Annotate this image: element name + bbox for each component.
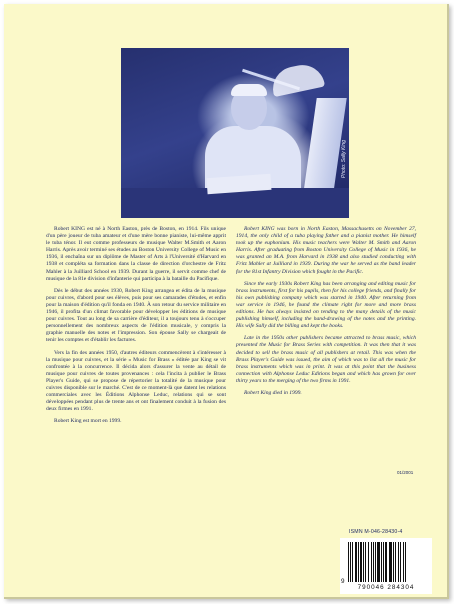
lamp (269, 61, 325, 97)
barcode-number: 790046 284304 (357, 584, 415, 591)
french-paragraph: Robert KING est né à North Easton, près de Boston, en 1914. Fils unique d'un père joueur de tuba amateur et d'une mère bonne pianiste, lui-même apprit le tuba ténor. Il eut comme professeurs de musique Walter M.Smith et Aaron Harris. Après avoir terminé ses études au Boston University College of Music en 1936, il enchaîna sur un diplôme de Master of Arts à l'Université d'Harvard en 1938 et compléta sa formation dans la classe de direction d'orchestre de Fritz Mahler à la Juilliard School en 1939. Durant la guerre, il servit comme chef de musique de la 81e division d'infanterie qui participa à la bataille du Pacifique. (46, 226, 226, 282)
barcode-digits (340, 578, 432, 591)
portrait-photo (121, 48, 349, 218)
english-paragraph: Robert King died in 1999. (244, 389, 302, 396)
photo-credit: Photo: Sally King (341, 139, 347, 178)
english-paragraph: Late in the 1950s other publishers became attracted to brass music, which presented the Music for Brass Series with competition. It was then that it was decided to sell the brass music of all publishers at retail. This was when the Brass Player's Guide was issued, the aim of which was to list all the music for brass instruments which was in print. It was at this point that the business connection with Alphonse Leduc Editions began and which has grown for over thirty years to the merging of the two firms in 1991. (236, 335, 416, 384)
barcode (348, 542, 424, 582)
barcode-lead-digit: 9 (341, 578, 346, 585)
back-cover (4, 4, 449, 599)
man-hair (231, 84, 267, 96)
french-paragraph: Vers la fin des années 1950, d'autres éditeurs commencèrent à s'intéresser à la musique pour cuivres, et la série « Music for Brass » éditée par King se vit confrontée à la concurrence. Il décida alors d'assurer la vente au détail de musique pour cuivres de toutes provenances : cela l'incita à publier le Brass Player's Guide, qui se propose de répertorier la totalité de la musique pour cuivres disponible sur le marché. C'est de ce moment-là que datent les relations commerciales avec les Éditions Alphonse Leduc, relations qui se sont développées pendant plus de trente ans et ont finalement conduit à la fusion des deux firmes en 1991. (46, 349, 226, 413)
french-paragraph: Robert King est mort en 1999. (54, 418, 122, 425)
english-biography (236, 226, 416, 402)
edition-code: 01/2001 (397, 470, 414, 475)
english-paragraph: Since the early 1930s Robert King has been arranging and editing music for brass instruments, first for his pupils, then for his college friends, and finally for his own publishing company which was started in 1940. After returning from war service in 1946, he found the climate right for more and more brass editions. He has always insisted on tending to the many details of the music publishing himself, including the hand-drawing of the notes and the printing. His wife Sally did the billing and kept the books. (236, 280, 416, 330)
desk (121, 188, 349, 218)
barcode-label (340, 538, 432, 594)
ismn-number: ISMN M-046-28430-4 (349, 529, 403, 535)
english-paragraph: Robert KING was born in North Easton, Massachusetts on November 27, 1914, the only child of a tuba playing father and a pianist mother. He himself took up the euphonium. His music teachers were Walter M. Smith and Aaron Harris. After graduating from Boston University College of Music in 1936, he was granted an M.A. from Harvard in 1938 and also studied conducting with Fritz Mahler at Juilliard in 1939. During the war he served as the band leader for the 81st Infantry Division which fought in the Pacific. (236, 226, 416, 275)
french-biography (46, 226, 226, 430)
barcode-bar (405, 542, 407, 582)
french-paragraph: Dès le début des années 1930, Robert King arrangea et édita de la musique pour cuivres, d'abord pour ses élèves, puis pour ses camarades d'études, et enfin pour la maison d'édition qu'il fonda en 1940. À son retour du service militaire en 1946, il profita d'un climat favorable pour développer les éditions de musique pour cuivres. Tout au long de sa carrière d'éditeur, il a toujours tenu à s'occuper personnellement des nombreux aspects de l'édition musicale, y compris la graphie manuelle des notes et l'impression. Son épouse Sally se chargeait de tenir les comptes et d'établir les factures. (46, 287, 226, 344)
